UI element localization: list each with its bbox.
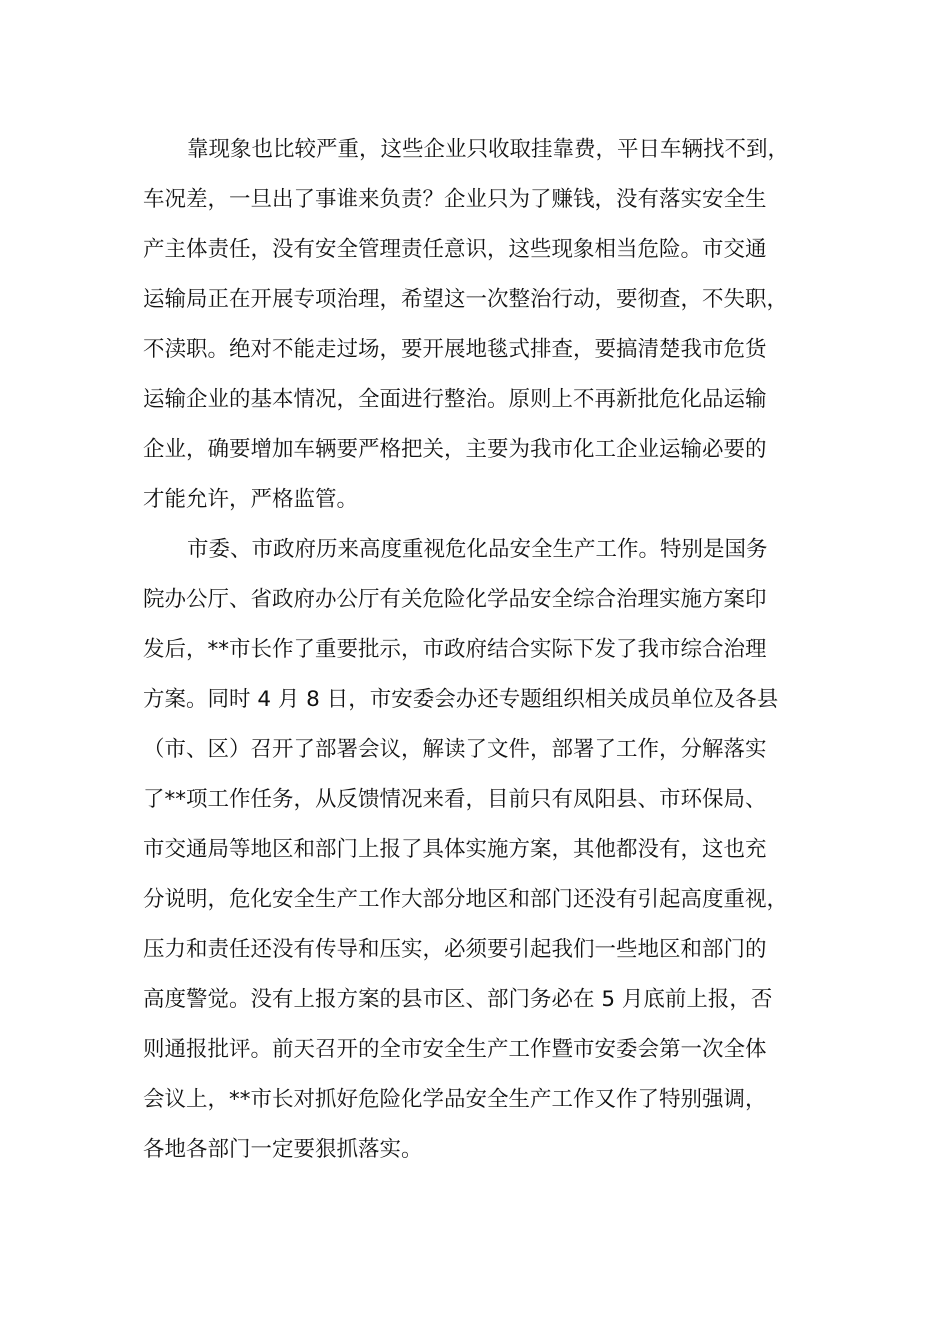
paragraph-line: 企业，确要增加车辆要严格把关，主要为我市化工企业运输必要的: [143, 437, 767, 462]
paragraph-line: 压力和责任还没有传导和压实，必须要引起我们一些地区和部门的: [143, 937, 767, 962]
paragraph-line: 分说明，危化安全生产工作大部分地区和部门还没有引起高度重视，: [143, 887, 789, 912]
paragraph-1: [143, 125, 828, 525]
paragraph-line: 运输局正在开展专项治理，希望这一次整治行动，要彻查，不失职，: [143, 287, 789, 312]
paragraph-line: 才能允许，严格监管。: [143, 487, 359, 512]
paragraph-line: 方案。同时 4 月 8 日，市安委会办还专题组织相关成员单位及各县: [143, 687, 779, 712]
paragraph-line: 各地各部门一定要狠抓落实。: [143, 1137, 423, 1162]
paragraph-line: 院办公厅、省政府办公厅有关危险化学品安全综合治理实施方案印: [143, 587, 767, 612]
paragraph-line: 则通报批评。前天召开的全市安全生产工作暨市安委会第一次全体: [143, 1037, 767, 1062]
paragraph-line: 运输企业的基本情况，全面进行整治。原则上不再新批危化品运输: [143, 387, 767, 412]
paragraph-line: 高度警觉。没有上报方案的县市区、部门务必在 5 月底前上报，否: [143, 987, 773, 1012]
paragraph-line: 车况差，一旦出了事谁来负责？企业只为了赚钱，没有落实安全生: [143, 187, 767, 212]
paragraph-line: 发后，**市长作了重要批示，市政府结合实际下发了我市综合治理: [143, 637, 767, 662]
paragraph-line: 市委、市政府历来高度重视危化品安全生产工作。特别是国务: [187, 537, 768, 562]
paragraph-2: [143, 525, 828, 1175]
paragraph-line: （市、区）召开了部署会议，解读了文件，部署了工作，分解落实: [143, 737, 767, 762]
document-body: [143, 125, 828, 1175]
paragraph-line: 不渎职。绝对不能走过场，要开展地毯式排查，要搞清楚我市危货: [143, 337, 767, 362]
paragraph-line: 了**项工作任务，从反馈情况来看，目前只有凤阳县、市环保局、: [143, 787, 767, 812]
paragraph-line: 产主体责任，没有安全管理责任意识，这些现象相当危险。市交通: [143, 237, 767, 262]
paragraph-line: 市交通局等地区和部门上报了具体实施方案，其他都没有，这也充: [143, 837, 767, 862]
paragraph-line: 靠现象也比较严重，这些企业只收取挂靠费，平日车辆找不到，: [187, 137, 790, 162]
paragraph-line: 会议上，**市长对抓好危险化学品安全生产工作又作了特别强调，: [143, 1087, 767, 1112]
